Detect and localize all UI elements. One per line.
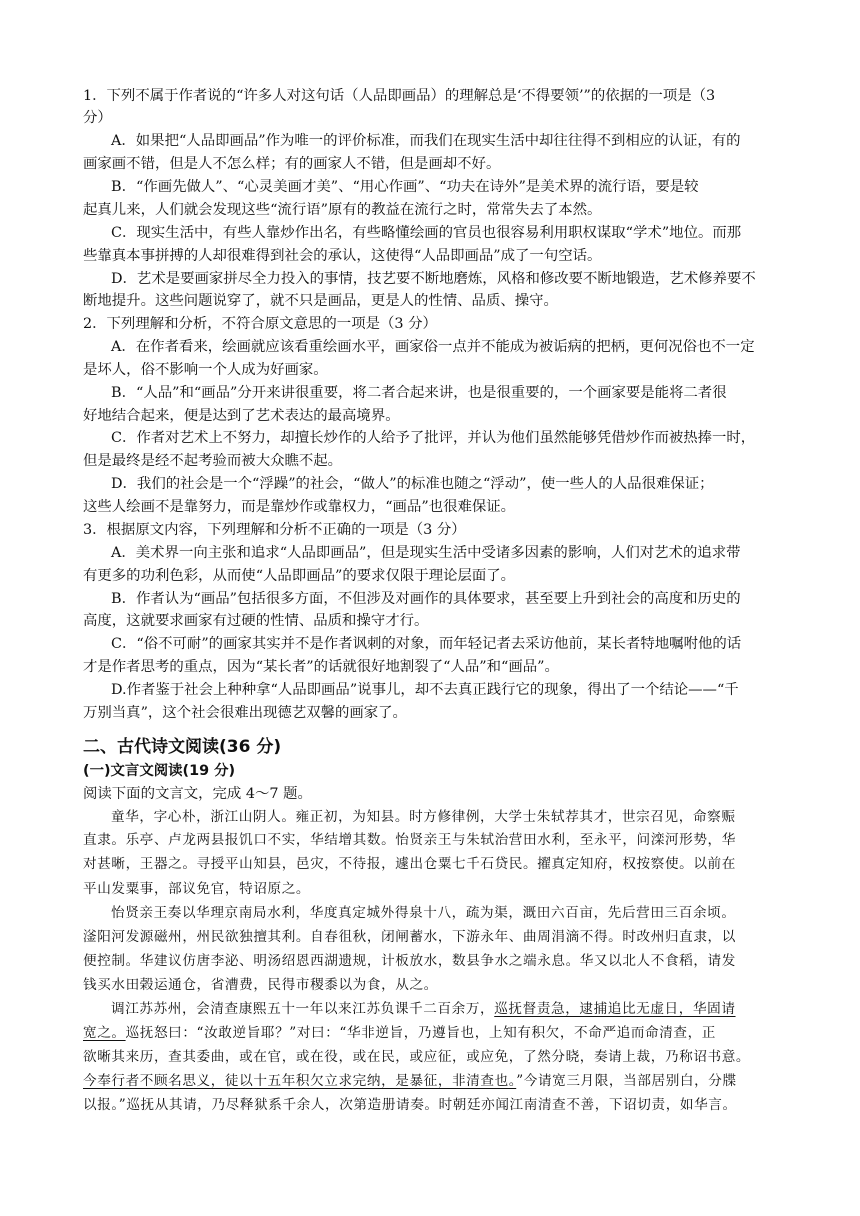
passage-line: 滏阳河发源磁州，州民欲独擅其利。自春徂秋，闭闸蓄水，下游永年、曲周涓滴不得。时改州归直隶，以: [83, 929, 736, 945]
question-1-stem-cont: 分）: [83, 110, 112, 126]
question-3-option-a: A．美术界一向主张和追求“人品即画品”，但是现实生活中受诸多因素的影响，人们对艺术的追求带: [111, 545, 741, 561]
underlined-sentence: 今奉行者不顾名思义，徒以十五年积欠立求完纳，是暴征，非清查也。: [83, 1073, 517, 1089]
passage-line: [83, 1070, 737, 1092]
question-3-option-d-cont: 万别当真”，这个社会很难出现德艺双馨的画家了。: [83, 705, 407, 721]
question-1-option-d: D．艺术是要画家拼尽全力投入的事情，技艺要不断地磨炼，风格和修改要不断地锻造，艺术修养要不: [111, 271, 756, 287]
question-1-option-b-cont: 起真儿来，人们就会发现这些“流行语”原有的教益在流行之时，常常失去了本然。: [83, 202, 602, 218]
passage-line: 钱买水田榖运通仓，省漕费，民得市稷黍以为食，从之。: [83, 977, 438, 993]
subsection-heading: (一)文言文阅读(19 分): [83, 763, 236, 779]
question-1-option-a-cont: 画家画不错，但是人不怎么样；有的画家人不错，但是画却不好。: [83, 156, 501, 172]
passage-text: ”今请宽三月限，当部居别白，分牒: [516, 1073, 737, 1089]
passage-line: 以报。”巡抚从其请，乃尽释狱系千余人，次第造册请奏。时朝廷亦闻江南清查不善，下诏切责，如华言。: [83, 1097, 737, 1113]
question-3-option-c-cont: 才是作者思考的重点，因为“某长者”的话就很好地割裂了“人品”和“画品”。: [83, 659, 559, 675]
question-2-option-d-cont: 这些人绘画不是靠努力，而是靠炒作或靠权力，“画品”也很难保证。: [83, 499, 516, 515]
question-2-option-b-cont: 好地结合起来，便是达到了艺术表达的最高境界。: [83, 408, 400, 424]
question-3-stem: 3．根据原文内容，下列理解和分析不正确的一项是（3 分）: [83, 522, 466, 538]
passage-line: 便控制。华建议仿唐李泌、明汤绍恩西湖遗规，计板放水，数县争水之端永息。华又以北人不食稻，请发: [83, 953, 736, 969]
underlined-sentence: 巡抚督责急，逮捕追比无虚日，华固请: [494, 1001, 736, 1017]
underlined-sentence: 宽之。: [83, 1025, 126, 1041]
reading-instruction: 阅读下面的文言文，完成 4～7 题。: [83, 786, 312, 802]
passage-text: 调江苏苏州，会清查康熙五十一年以来江苏负课千二百余万，: [111, 1001, 495, 1017]
section-heading: 二、古代诗文阅读(36 分): [83, 737, 282, 757]
passage-text: 巡抚怒曰：“汝敢逆旨耶？”对曰：“华非逆旨，乃遵旨也，上知有积欠，不命严追而命清查，正: [125, 1025, 716, 1041]
passage-line: [83, 1022, 716, 1044]
question-3-option-a-cont: 有更多的功利色彩，从而使“人品即画品”的要求仅限于理论层面了。: [83, 568, 516, 584]
question-2-option-a-cont: 是坏人，俗不影响一个人成为好画家。: [83, 362, 328, 378]
passage-line: 童华，字心朴，浙江山阴人。雍正初，为知县。时方修律例，大学士朱轼荐其才，世宗召见，命察赈: [111, 809, 736, 825]
question-2-stem: 2．下列理解和分析，不符合原文意思的一项是（3 分）: [83, 316, 437, 332]
question-2-option-c-cont: 但是最终是经不起考验而被大众瞧不起。: [83, 453, 343, 469]
question-1-option-b: B．“作画先做人”、“心灵美画才美”、“用心作画”、“功夫在诗外”是美术界的流行语，要是较: [111, 179, 699, 195]
passage-line: 平山发粟事，部议免官，特诏原之。: [83, 881, 311, 897]
passage-line: 欲晰其来历，查其委曲，或在官，或在役，或在民，或应征，或应免，了然分晓，奏请上裁，乃称诏书意。: [83, 1049, 751, 1065]
question-1-stem: 1．下列不属于作者说的“许多人对这句话（人品即画品）的理解总是‘不得要领’”的依据的一项是（3: [83, 88, 716, 104]
question-2-option-b: B．“人品”和“画品”分开来讲很重要，将二者合起来讲，也是很重要的，一个画家要是能将二者很: [111, 385, 727, 401]
question-3-option-d: D.作者鉴于社会上种种拿“人品即画品”说事儿，却不去真正践行它的现象，得出了一个结论——“千: [111, 682, 739, 698]
question-1-option-c: C．现实生活中，有些人靠炒作出名，有些略懂绘画的官员也很容易利用职权谋取“学术”地位。而那: [111, 225, 742, 241]
question-2-option-c: C．作者对艺术上不努力，却擅长炒作的人给予了批评，并认为他们虽然能够凭借炒作而被热捧一时，: [111, 430, 756, 446]
question-1-option-c-cont: 些靠真本事拼搏的人却很难得到社会的承认，这使得“人品即画品”成了一句空话。: [83, 248, 602, 264]
question-1-option-d-cont: 断地提升。这些问题说穿了，就不只是画品，更是人的性情、品质、操守。: [83, 293, 558, 309]
question-1-option-a: A．如果把“人品即画品”作为唯一的评价标准，而我们在现实生活中却往往得不到相应的认证，有的: [111, 133, 741, 149]
question-2-option-a: A．在作者看来，绘画就应该看重绘画水平，画家俗一点并不能成为被诟病的把柄，更何况俗也不一定: [111, 339, 755, 355]
passage-line: 直隶。乐亭、卢龙两县报饥口不实，华结增其数。怡贤亲王与朱轼治营田水利，至永平，问滦河形势，华: [83, 832, 736, 848]
passage-line: 对甚晰，王器之。寻授平山知县，邑灾，不待报，遽出仓粟七千石贷民。擢真定知府，权按察使。以前在: [83, 856, 736, 872]
question-3-option-c: C．“俗不可耐”的画家其实并不是作者讽刺的对象，而年轻记者去采访他前，某长者特地嘱咐他的话: [111, 636, 742, 652]
question-3-option-b-cont: 高度，这就要求画家有过硬的性情、品质和操守才行。: [83, 613, 429, 629]
passage-line: [111, 998, 736, 1020]
passage-line: 怡贤亲王奏以华理京南局水利，华度真定城外得泉十八，疏为渠，溉田六百亩，先后营田三百余顷。: [111, 905, 736, 921]
question-2-option-d: D．我们的社会是一个“浮躁”的社会，“做人”的标准也随之“浮动”，使一些人的人品很难保证；: [111, 476, 714, 492]
question-3-option-b: B．作者认为“画品”包括很多方面，不但涉及对画作的具体要求，甚至要上升到社会的高度和历史的: [111, 591, 741, 607]
